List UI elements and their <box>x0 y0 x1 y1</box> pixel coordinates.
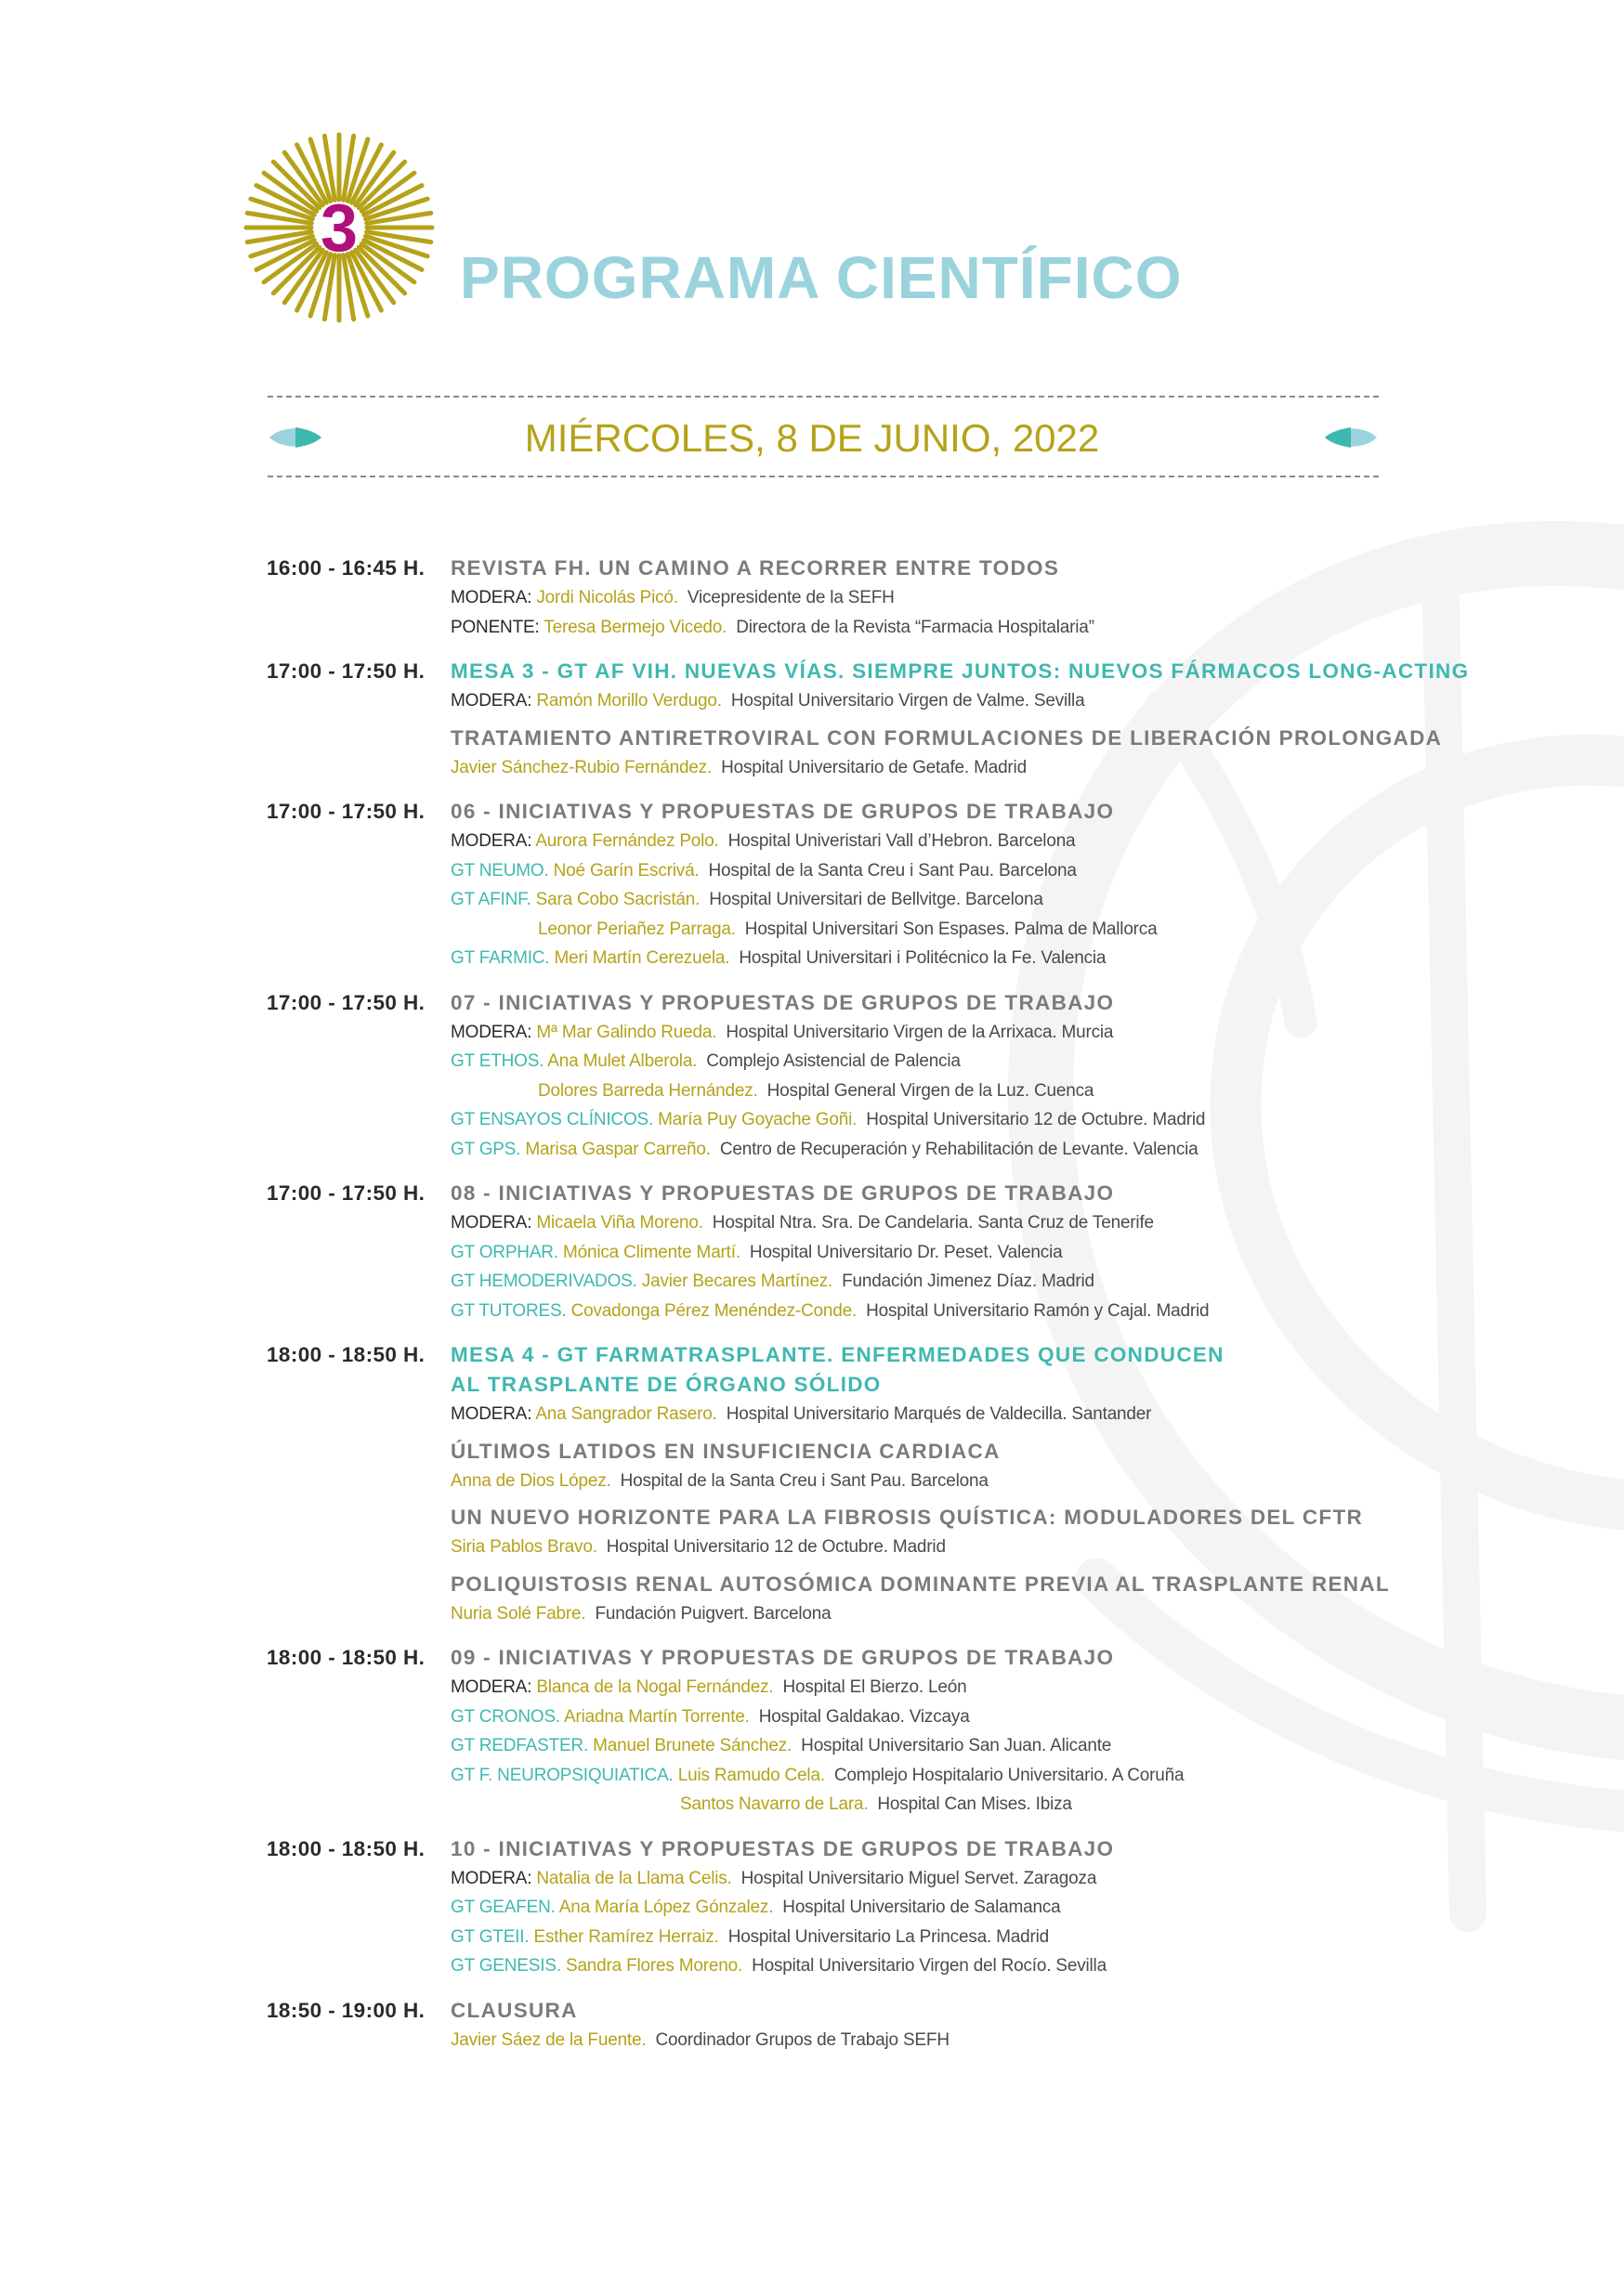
institution: Hospital Can Mises. Ibiza <box>877 1794 1072 1814</box>
session-block <box>267 657 1470 782</box>
session-content <box>451 1643 1409 1820</box>
working-group-label: GT HEMODERIVADOS. <box>451 1272 637 1291</box>
institution: Centro de Recuperación y Rehabilitación de Levante. Valencia <box>719 1139 1198 1159</box>
participant-line <box>451 856 1409 886</box>
person-name: Esther Ramírez Herraiz. <box>533 1926 719 1947</box>
working-group-label: GT ETHOS. <box>451 1051 544 1071</box>
institution: Hospital Universitario La Princesa. Madrid <box>727 1926 1050 1947</box>
role-label: MODERA: <box>451 588 532 607</box>
institution: Hospital Universitario de Salamanca <box>782 1898 1061 1917</box>
person-name: Teresa Bermejo Vicedo. <box>544 617 727 637</box>
session-row <box>267 554 1409 642</box>
role-label: MODERA: <box>451 691 532 711</box>
institution: Coordinador Grupos de Trabajo SEFH <box>655 2029 950 2050</box>
role-label: MODERA: <box>451 831 532 851</box>
person-name: Natalia de la Llama Celis. <box>536 1868 732 1888</box>
person-name: Dolores Barreda Hernández. <box>538 1080 758 1101</box>
session-time: 18:00 - 18:50 H. <box>267 1343 426 1366</box>
participant-line <box>451 1761 1409 1791</box>
session-block <box>267 1643 1409 1820</box>
participant-line <box>451 1400 1409 1429</box>
person-name: Meri Martín Cerezuela. <box>554 948 730 968</box>
person-name: Mª Mar Galindo Rueda. <box>536 1022 717 1042</box>
session-time: 17:00 - 17:50 H. <box>267 990 426 1014</box>
working-group-label: GT GPS. <box>451 1139 521 1159</box>
institution: Fundación Jimenez Díaz. Madrid <box>842 1272 1094 1291</box>
talk-title: ÚLTIMOS LATIDOS EN INSUFICIENCIA CARDIACA <box>451 1439 1001 1463</box>
person-name: Ramón Morillo Verdugo. <box>536 691 722 711</box>
institution: Hospital Universitario Miguel Servet. Zaragoza <box>740 1868 1097 1888</box>
working-group-label: GT FARMIC. <box>451 948 550 968</box>
working-group-label: GT GENESIS. <box>451 1956 561 1976</box>
role-label: MODERA: <box>451 1868 532 1888</box>
program-schedule <box>267 554 1470 2069</box>
session-block <box>267 988 1409 1165</box>
section-number-sun-icon <box>242 130 437 325</box>
person-name: Sandra Flores Moreno. <box>565 1956 743 1976</box>
participant-line <box>451 1702 1409 1732</box>
session-row <box>267 1179 1409 1325</box>
session-time: 18:00 - 18:50 H. <box>267 1646 426 1669</box>
working-group-label: GT REDFASTER. <box>451 1736 589 1755</box>
participant-line <box>451 827 1409 856</box>
institution: Vicepresidente de la SEFH <box>687 588 895 607</box>
participant-line <box>451 2026 1409 2055</box>
institution: Directora de la Revista “Farmacia Hospitalaria” <box>736 617 1094 637</box>
session-time: 18:50 - 19:00 H. <box>267 1998 426 2022</box>
role-label: MODERA: <box>451 1022 532 1042</box>
section-number: 3 <box>320 191 359 266</box>
session-time: 17:00 - 17:50 H. <box>267 1181 426 1205</box>
institution: Hospital Universitario Virgen del Rocío. Sevilla <box>752 1956 1107 1976</box>
institution: Hospital Universitario 12 de Octubre. Madrid <box>866 1110 1206 1129</box>
participant-line <box>451 1731 1409 1761</box>
session-row <box>267 1834 1409 1981</box>
session-block <box>267 797 1409 973</box>
person-name: Javier Sáez de la Fuente. <box>451 2029 647 2050</box>
participant-line <box>451 1076 1409 1106</box>
person-name: Luis Ramudo Cela. <box>677 1765 825 1785</box>
session-title: MESA 3 - GT AF VIH. NUEVAS VÍAS. SIEMPRE JUNTOS: NUEVOS FÁRMACOS LONG-ACTING <box>451 659 1470 683</box>
session-time: 17:00 - 17:50 H. <box>267 800 426 823</box>
institution: Hospital de la Santa Creu i Sant Pau. Barcelona <box>620 1470 989 1491</box>
institution: Hospital Universitari de Bellvitge. Barcelona <box>709 890 1043 909</box>
person-name: Marisa Gaspar Carreño. <box>525 1139 711 1159</box>
session-title: 06 - INICIATIVAS Y PROPUESTAS DE GRUPOS DE TRABAJO <box>451 800 1115 823</box>
session-row <box>267 797 1409 973</box>
working-group-label: GT AFINF. <box>451 890 531 909</box>
talk-speaker-line <box>451 1467 1409 1496</box>
session-content <box>451 554 1409 642</box>
session-time: 17:00 - 17:50 H. <box>267 659 426 683</box>
working-group-label: GT NEUMO. <box>451 860 549 881</box>
session-block <box>267 1340 1409 1628</box>
working-group-label: GT ENSAYOS CLÍNICOS. <box>451 1110 654 1129</box>
session-row <box>267 1643 1409 1820</box>
institution: Hospital Univeristari Vall d’Hebron. Barcelona <box>727 831 1076 851</box>
institution: Hospital Universitari Son Espases. Palma de Mallorca <box>744 919 1158 939</box>
participant-line <box>451 583 1409 613</box>
person-name: Manuel Brunete Sánchez. <box>593 1736 792 1755</box>
participant-line <box>451 885 1409 915</box>
session-time: 18:00 - 18:50 H. <box>267 1836 426 1860</box>
session-content <box>451 1340 1409 1628</box>
person-name: Ariadna Martín Torrente. <box>564 1706 750 1727</box>
person-name: Micaela Viña Moreno. <box>536 1213 703 1233</box>
working-group-label: GT CRONOS. <box>451 1706 560 1727</box>
institution: Complejo Asistencial de Palencia <box>706 1051 961 1071</box>
talk-title: POLIQUISTOSIS RENAL AUTOSÓMICA DOMINANTE PREVIA AL TRASPLANTE RENAL <box>451 1572 1390 1596</box>
person-name: Jordi Nicolás Picó. <box>536 588 678 607</box>
institution: Hospital Ntra. Sra. De Candelaria. Santa Cruz de Tenerife <box>712 1213 1154 1233</box>
participant-line <box>451 1135 1409 1165</box>
working-group-label: GT GEAFEN. <box>451 1898 556 1917</box>
participant-line <box>451 1893 1409 1923</box>
session-block <box>267 554 1409 642</box>
session-block <box>267 1996 1409 2055</box>
person-name: Sara Cobo Sacristán. <box>535 890 701 909</box>
session-time: 16:00 - 16:45 H. <box>267 556 426 580</box>
working-group-label: GT ORPHAR. <box>451 1242 558 1262</box>
person-name: Anna de Dios López. <box>451 1470 611 1491</box>
session-content <box>451 1996 1409 2055</box>
person-name: Ana Mulet Alberola. <box>547 1051 698 1071</box>
session-content <box>451 657 1469 782</box>
institution: Hospital Universitario 12 de Octubre. Madrid <box>606 1537 946 1557</box>
working-group-label: GT GTEII. <box>451 1926 530 1947</box>
person-name: Aurora Fernández Polo. <box>535 831 719 851</box>
institution: Hospital Universitario Virgen de la Arrixaca. Murcia <box>726 1022 1114 1042</box>
person-name: María Puy Goyache Goñi. <box>658 1110 858 1129</box>
session-title: 09 - INICIATIVAS Y PROPUESTAS DE GRUPOS DE TRABAJO <box>451 1646 1115 1669</box>
institution: Hospital de la Santa Creu i Sant Pau. Barcelona <box>708 860 1077 881</box>
talk-title: TRATAMIENTO ANTIRETROVIRAL CON FORMULACIONES DE LIBERACIÓN PROLONGADA <box>451 725 1443 750</box>
institution: Hospital Universitario San Juan. Alicante <box>801 1736 1112 1755</box>
participant-line <box>451 686 1469 716</box>
session-row <box>267 988 1409 1165</box>
divider-top <box>268 396 1379 398</box>
institution: Hospital General Virgen de la Luz. Cuenca <box>766 1080 1094 1101</box>
institution: Hospital Universitario Ramón y Cajal. Madrid <box>866 1300 1210 1321</box>
session-title-line2: AL TRASPLANTE DE ÓRGANO SÓLIDO <box>451 1373 882 1396</box>
participant-line <box>451 1297 1409 1326</box>
session-row <box>267 1996 1409 2055</box>
participant-line <box>451 1208 1409 1238</box>
participant-line <box>451 613 1409 643</box>
institution: Hospital Universitario Virgen de Valme. Sevilla <box>730 691 1085 711</box>
session-block <box>267 1834 1409 1981</box>
person-name: Ana Sangrador Rasero. <box>535 1404 717 1424</box>
person-name: Santos Navarro de Lara. <box>680 1794 869 1814</box>
session-title: CLAUSURA <box>451 1998 578 2022</box>
institution: Hospital Universitario Dr. Peset. Valencia <box>749 1242 1063 1262</box>
session-content <box>451 1834 1409 1981</box>
participant-line <box>451 1238 1409 1268</box>
session-content <box>451 1179 1409 1325</box>
institution: Hospital Universitario Marqués de Valdecilla. Santander <box>726 1404 1152 1424</box>
session-title: 10 - INICIATIVAS Y PROPUESTAS DE GRUPOS DE TRABAJO <box>451 1836 1115 1860</box>
session-content <box>451 797 1409 973</box>
person-name: Javier Becares Martínez. <box>641 1272 833 1291</box>
session-title: 07 - INICIATIVAS Y PROPUESTAS DE GRUPOS DE TRABAJO <box>451 990 1115 1014</box>
date-heading: MIÉRCOLES, 8 DE JUNIO, 2022 <box>524 416 1100 460</box>
person-name: Ana María López Gónzalez. <box>558 1898 774 1917</box>
participant-line <box>451 1864 1409 1894</box>
working-group-label: GT TUTORES. <box>451 1300 567 1321</box>
person-name: Leonor Periañez Parraga. <box>538 919 736 939</box>
session-title: MESA 4 - GT FARMATRASPLANTE. ENFERMEDADES QUE CONDUCEN <box>451 1343 1225 1366</box>
divider-bottom <box>268 476 1379 477</box>
session-title: 08 - INICIATIVAS Y PROPUESTAS DE GRUPOS DE TRABAJO <box>451 1181 1115 1205</box>
role-label: MODERA: <box>451 1213 532 1233</box>
participant-line <box>451 1673 1409 1702</box>
session-title: REVISTA FH. UN CAMINO A RECORRER ENTRE TODOS <box>451 556 1060 580</box>
institution: Complejo Hospitalario Universitario. A Coruña <box>833 1765 1185 1785</box>
working-group-label: GT F. NEUROPSIQUIATICA. <box>451 1765 674 1785</box>
person-name: Mónica Climente Martí. <box>562 1242 740 1262</box>
session-content <box>451 988 1409 1165</box>
person-name: Covadonga Pérez Menéndez-Conde. <box>570 1300 858 1321</box>
talk-title: UN NUEVO HORIZONTE PARA LA FIBROSIS QUÍSTICA: MODULADORES DEL CFTR <box>451 1506 1364 1529</box>
role-label: MODERA: <box>451 1677 532 1697</box>
person-name: Javier Sánchez-Rubio Fernández. <box>451 757 713 777</box>
role-label: PONENTE: <box>451 617 540 637</box>
talk-speaker-line <box>451 1599 1409 1629</box>
participant-line <box>451 1790 1409 1820</box>
role-label: MODERA: <box>451 1404 532 1424</box>
person-name: Noé Garín Escrivá. <box>553 860 700 881</box>
participant-line <box>451 1105 1409 1135</box>
institution: Hospital Galdakao. Vizcaya <box>758 1706 970 1727</box>
participant-line <box>451 944 1409 973</box>
institution: Hospital El Bierzo. León <box>782 1677 967 1697</box>
participant-line <box>451 1047 1409 1076</box>
session-block <box>267 1179 1409 1325</box>
person-name: Siria Pablos Bravo. <box>451 1537 597 1557</box>
participant-line <box>451 915 1409 945</box>
talk-speaker-line <box>451 753 1469 783</box>
participant-line <box>451 1267 1409 1297</box>
institution: Hospital Universitario de Getafe. Madrid <box>721 757 1027 777</box>
eye-ornament-right-icon <box>1323 425 1379 450</box>
session-row <box>267 657 1470 782</box>
talk-speaker-line <box>451 1533 1409 1562</box>
institution: Hospital Universitari i Politécnico la Fe. Valencia <box>739 948 1107 968</box>
participant-line <box>451 1018 1409 1048</box>
participant-line <box>451 1923 1409 1952</box>
person-name: Blanca de la Nogal Fernández. <box>536 1677 774 1697</box>
person-name: Nuria Solé Fabre. <box>451 1603 586 1624</box>
institution: Fundación Puigvert. Barcelona <box>595 1603 832 1624</box>
participant-line <box>451 1951 1409 1981</box>
session-row <box>267 1340 1409 1628</box>
page-title: PROGRAMA CIENTÍFICO <box>460 244 1183 311</box>
